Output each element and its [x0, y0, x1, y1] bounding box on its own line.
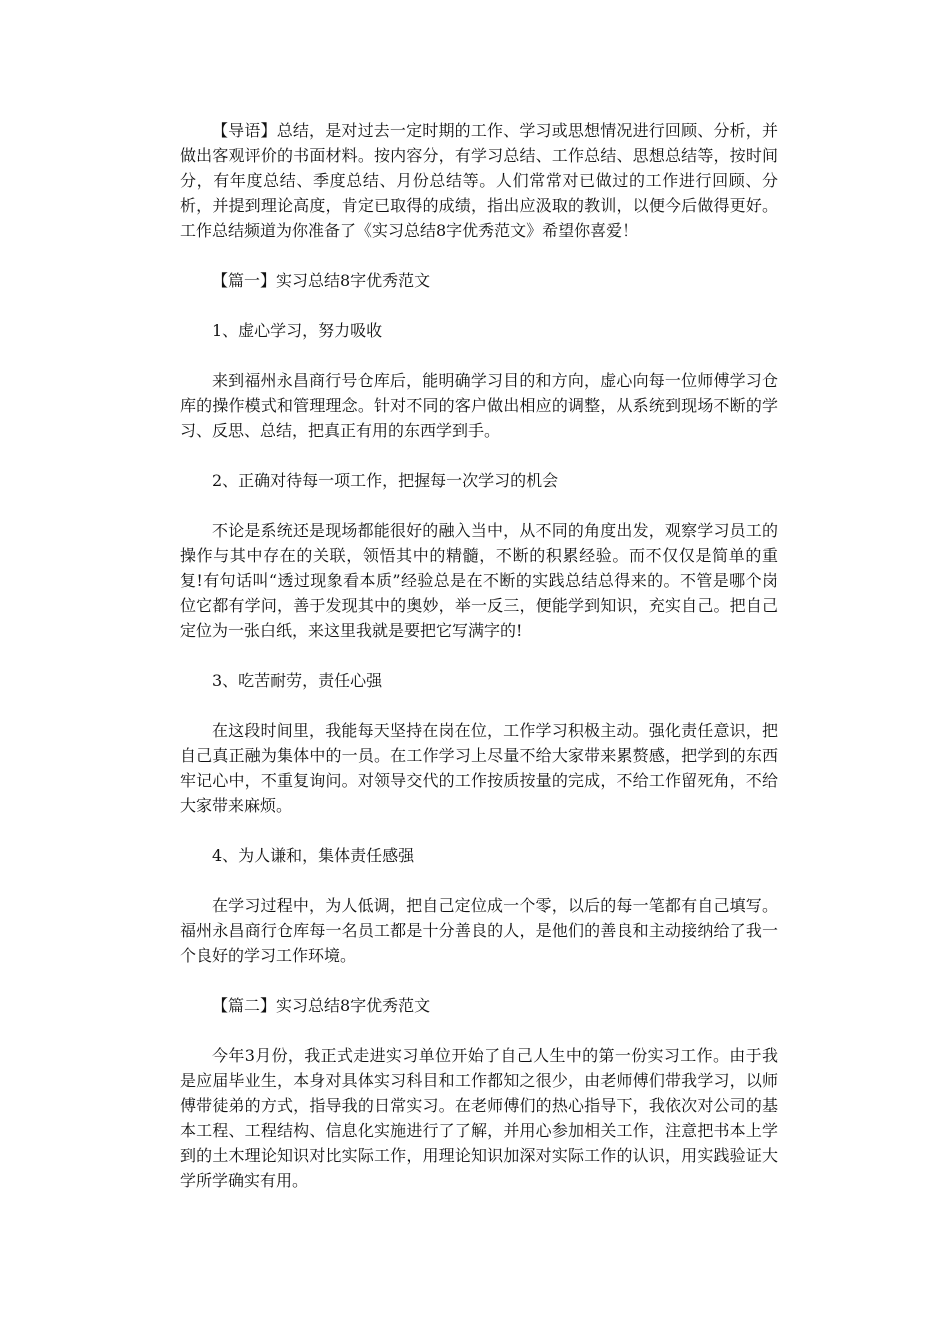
section1-heading: 1、虚心学习，努力吸收: [212, 321, 383, 340]
section4-heading: 4、为人谦和，集体责任感强: [212, 846, 415, 865]
section3-paragraph: 在这段时间里，我能每天坚持在岗在位，工作学习积极主动。强化责任意识，把自己真正融为集体中的一员。在工作学习上尽量不给大家带来累赘感，把学到的东西牢记心中，不重复询问。对领导交代的工作按质按量的完成，不给工作留死角，不给大家带来麻烦。: [180, 721, 778, 815]
part1-title: 【篇一】实习总结8字优秀范文: [212, 271, 431, 290]
section4-paragraph: 在学习过程中，为人低调，把自己定位成一个零，以后的每一笔都有自己填写。福州永昌商行仓库每一名员工都是十分善良的人，是他们的善良和主动接纳给了我一个良好的学习工作环境。: [180, 896, 778, 965]
intro-paragraph: 【导语】总结，是对过去一定时期的工作、学习或思想情况进行回顾、分析，并做出客观评价的书面材料。按内容分，有学习总结、工作总结、思想总结等，按时间分，有年度总结、季度总结、月份总结等。人们常常对已做过的工作进行回顾、分析，并提到理论高度，肯定已取得的成绩，指出应汲取的教训，以便今后做得更好。工作总结频道为你准备了《实习总结8字优秀范文》希望你喜爱！: [180, 121, 778, 240]
section1-paragraph: 来到福州永昌商行号仓库后，能明确学习目的和方向，虚心向每一位师傅学习仓库的操作模式和管理理念。针对不同的客户做出相应的调整，从系统到现场不断的学习、反思、总结，把真正有用的东西学到手。: [180, 371, 778, 440]
section2-paragraph: 不论是系统还是现场都能很好的融入当中，从不同的角度出发，观察学习员工的操作与其中存在的关联，领悟其中的精髓，不断的积累经验。而不仅仅是简单的重复!有句话叫“透过现象看本质”经验总是在不断的实践总结总得来的。不管是哪个岗位它都有学问，善于发现其中的奥妙，举一反三，便能学到知识，充实自己。把自己定位为一张白纸，来这里我就是要把它写满字的!: [180, 521, 778, 640]
section2-heading: 2、正确对待每一项工作，把握每一次学习的机会: [212, 471, 559, 490]
part2-paragraph: 今年3月份，我正式走进实习单位开始了自己人生中的第一份实习工作。由于我是应届毕业生，本身对具体实习科目和工作都知之很少，由老师傅们带我学习，以师傅带徒弟的方式，指导我的日常实习。在老师傅们的热心指导下，我依次对公司的基本工程、工程结构、信息化实施进行了了解，并用心参加相关工作，注意把书本上学到的土木理论知识对比实际工作，用理论知识加深对实际工作的认识，用实践验证大学所学确实有用。: [180, 1046, 778, 1190]
part2-title: 【篇二】实习总结8字优秀范文: [212, 996, 431, 1015]
document-page: [180, 118, 778, 1218]
section3-heading: 3、吃苦耐劳，责任心强: [212, 671, 383, 690]
